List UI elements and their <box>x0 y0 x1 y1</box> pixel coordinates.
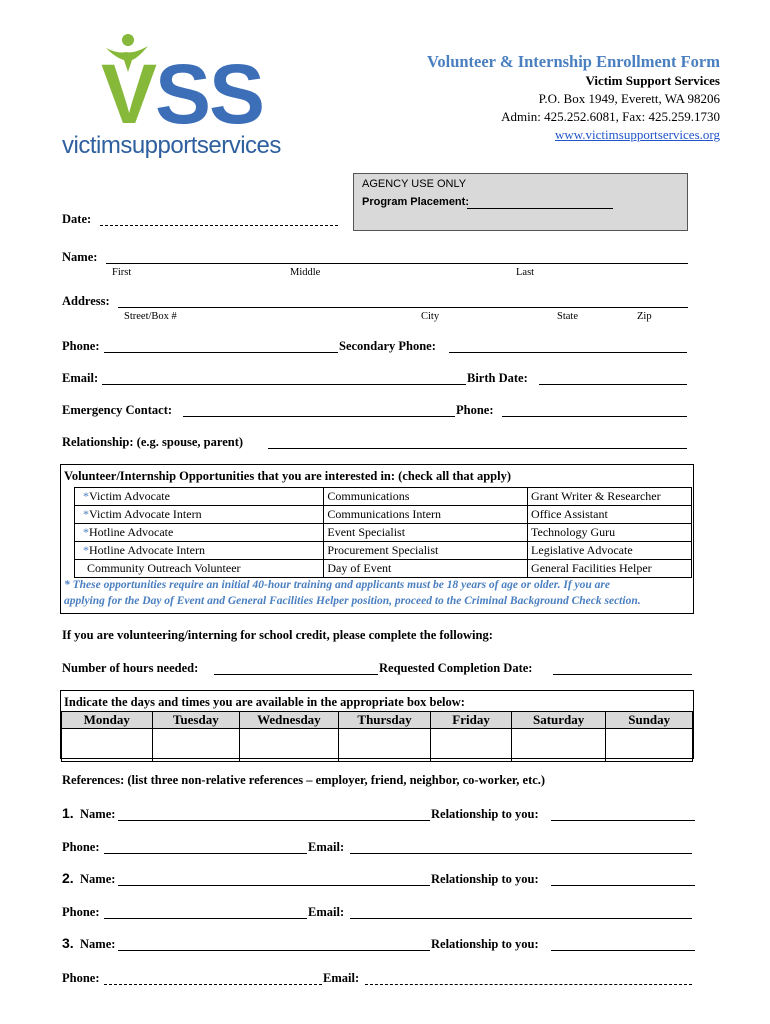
program-placement-label: Program Placement: <box>362 196 469 208</box>
opportunity-row <box>75 560 692 578</box>
reference-email-field[interactable] <box>350 918 692 919</box>
day-header-saturday: Saturday <box>511 712 606 729</box>
hours-needed-label: Number of hours needed: <box>62 661 199 675</box>
opportunity-option[interactable] <box>75 488 324 506</box>
birth-date-label: Birth Date: <box>467 371 528 385</box>
opportunity-label: Office Assistant <box>531 507 608 521</box>
emergency-contact-field[interactable] <box>183 416 455 417</box>
name-last-hint: Last <box>516 267 535 278</box>
opportunity-option[interactable] <box>528 560 692 578</box>
logo-letters-ss: SS <box>155 47 264 141</box>
phone-label: Phone: <box>62 339 100 353</box>
reference-name-field[interactable] <box>118 885 430 886</box>
opportunity-option[interactable] <box>75 506 324 524</box>
hours-needed-field[interactable] <box>214 674 378 675</box>
opportunities-box <box>60 464 694 614</box>
completion-date-field[interactable] <box>553 674 692 675</box>
name-field[interactable] <box>106 263 688 264</box>
opportunity-row <box>75 542 692 560</box>
availability-cell-tuesday[interactable] <box>152 729 240 762</box>
opportunity-label: Community Outreach Volunteer <box>87 561 241 575</box>
opportunity-option[interactable] <box>324 488 528 506</box>
opportunity-label: Day of Event <box>327 561 392 575</box>
address-field[interactable] <box>118 307 688 308</box>
reference-phone-field[interactable] <box>104 918 307 919</box>
availability-cell-friday[interactable] <box>431 729 512 762</box>
opportunity-label: General Facilities Helper <box>531 561 652 575</box>
secondary-phone-field[interactable] <box>449 352 687 353</box>
reference-name-field[interactable] <box>118 950 430 951</box>
required-training-star: * <box>83 507 89 521</box>
reference-relationship-label: Relationship to you: <box>431 872 539 886</box>
reference-relationship-label: Relationship to you: <box>431 807 539 821</box>
opportunity-option[interactable] <box>528 524 692 542</box>
availability-cell-thursday[interactable] <box>338 729 431 762</box>
reference-number: 3. <box>62 935 74 951</box>
reference-phone-field[interactable] <box>104 853 307 854</box>
opportunity-label: Grant Writer & Researcher <box>531 489 661 503</box>
reference-relationship-label: Relationship to you: <box>431 937 539 951</box>
address-label: Address: <box>62 294 110 308</box>
opportunities-heading: Volunteer/Internship Opportunities that you are interested in: (check all that apply) <box>64 469 512 483</box>
reference-relationship-field[interactable] <box>551 885 695 886</box>
opportunities-table <box>74 487 692 578</box>
email-label: Email: <box>62 371 99 385</box>
day-header-thursday: Thursday <box>338 712 431 729</box>
day-header-friday: Friday <box>431 712 512 729</box>
name-first-hint: First <box>112 267 132 278</box>
required-training-star: * <box>83 543 89 557</box>
date-field[interactable] <box>100 225 338 226</box>
reference-phone-field[interactable] <box>104 984 322 985</box>
opportunity-label: Event Specialist <box>327 525 406 539</box>
availability-cell-saturday[interactable] <box>511 729 606 762</box>
emergency-contact-label: Emergency Contact: <box>62 403 173 417</box>
org-phones: Admin: 425.252.6081, Fax: 425.259.1730 <box>501 109 720 124</box>
opportunity-option[interactable] <box>324 542 528 560</box>
agency-heading: AGENCY USE ONLY <box>362 178 467 190</box>
org-address: P.O. Box 1949, Everett, WA 98206 <box>538 91 720 106</box>
relationship-field[interactable] <box>268 448 687 449</box>
name-label: Name: <box>62 250 98 264</box>
opportunity-option[interactable] <box>324 560 528 578</box>
school-credit-intro: If you are volunteering/interning for school credit, please complete the following: <box>62 628 493 642</box>
reference-number: 2. <box>62 870 74 886</box>
logo-mark <box>101 47 264 141</box>
phone-field[interactable] <box>104 352 338 353</box>
reference-name-label: Name: <box>80 937 116 951</box>
required-training-star: * <box>83 525 89 539</box>
availability-cell-wednesday[interactable] <box>240 729 339 762</box>
program-placement-field[interactable] <box>467 208 613 209</box>
secondary-phone-label: Secondary Phone: <box>339 339 436 353</box>
reference-email-label: Email: <box>308 840 345 854</box>
reference-phone-label: Phone: <box>62 905 100 919</box>
opportunity-label: Technology Guru <box>531 525 616 539</box>
opportunity-row <box>75 524 692 542</box>
address-street-hint: Street/Box # <box>124 311 177 322</box>
reference-email-label: Email: <box>308 905 345 919</box>
opportunity-row <box>75 506 692 524</box>
logo-subtitle: victimsupportservices <box>62 132 281 159</box>
emergency-phone-label: Phone: <box>456 403 494 417</box>
references-intro: References: (list three non-relative references – employer, friend, neighbor, co-worker, etc.) <box>62 773 546 787</box>
opportunity-label: Communications Intern <box>327 507 442 521</box>
name-middle-hint: Middle <box>290 267 321 278</box>
availability-cell-monday[interactable] <box>62 729 153 762</box>
day-header-sunday: Sunday <box>606 712 693 729</box>
opportunity-option[interactable] <box>528 542 692 560</box>
opportunity-option[interactable] <box>75 560 324 578</box>
required-training-star: * <box>83 489 89 503</box>
reference-email-field[interactable] <box>365 984 692 985</box>
opportunity-option[interactable] <box>324 506 528 524</box>
form-title: Volunteer & Internship Enrollment Form <box>426 52 720 71</box>
completion-date-label: Requested Completion Date: <box>379 661 533 675</box>
day-header-tuesday: Tuesday <box>152 712 240 729</box>
availability-heading: Indicate the days and times you are available in the appropriate box below: <box>64 695 465 709</box>
opportunities-note-line1: * These opportunities require an initial 40-hour training and applicants must be 18 years of age or older. If you are <box>64 579 610 591</box>
availability-cell-sunday[interactable] <box>606 729 693 762</box>
opportunity-option[interactable] <box>324 524 528 542</box>
opportunities-note-line2: applying for the Day of Event and General Facilities Helper position, proceed to the Criminal Background Check section. <box>64 595 641 607</box>
opportunity-option[interactable] <box>528 488 692 506</box>
address-zip-hint: Zip <box>637 311 652 322</box>
opportunity-label: Victim Advocate <box>89 489 170 503</box>
availability-box <box>60 690 694 759</box>
opportunity-label: Procurement Specialist <box>327 543 439 557</box>
opportunity-row <box>75 488 692 506</box>
day-header-monday: Monday <box>62 712 153 729</box>
website-link[interactable]: www.victimsupportservices.org <box>554 127 720 142</box>
address-city-hint: City <box>421 311 440 322</box>
birth-date-field[interactable] <box>539 384 687 385</box>
reference-email-label: Email: <box>323 971 360 985</box>
reference-name-label: Name: <box>80 872 116 886</box>
opportunity-label: Hotline Advocate <box>89 525 174 539</box>
opportunity-label: Victim Advocate Intern <box>89 507 202 521</box>
reference-number: 1. <box>62 805 74 821</box>
availability-table <box>61 711 693 762</box>
agency-use-box <box>353 173 688 231</box>
emergency-phone-field[interactable] <box>502 416 687 417</box>
reference-phone-label: Phone: <box>62 840 100 854</box>
reference-phone-label: Phone: <box>62 971 100 985</box>
logo-letter-v: V <box>101 47 156 141</box>
email-field[interactable] <box>102 384 466 385</box>
reference-name-label: Name: <box>80 807 116 821</box>
relationship-label: Relationship: (e.g. spouse, parent) <box>62 435 244 449</box>
org-name: Victim Support Services <box>585 73 720 88</box>
reference-email-field[interactable] <box>350 853 692 854</box>
address-state-hint: State <box>557 311 578 322</box>
opportunity-label: Hotline Advocate Intern <box>89 543 205 557</box>
reference-relationship-field[interactable] <box>551 820 695 821</box>
reference-relationship-field[interactable] <box>551 950 695 951</box>
opportunity-option[interactable] <box>528 506 692 524</box>
opportunity-label: Legislative Advocate <box>531 543 633 557</box>
day-header-wednesday: Wednesday <box>240 712 339 729</box>
opportunity-label: Communications <box>327 489 410 503</box>
reference-name-field[interactable] <box>118 820 430 821</box>
opportunity-option[interactable] <box>75 524 324 542</box>
date-label: Date: <box>62 212 92 226</box>
opportunity-option[interactable] <box>75 542 324 560</box>
